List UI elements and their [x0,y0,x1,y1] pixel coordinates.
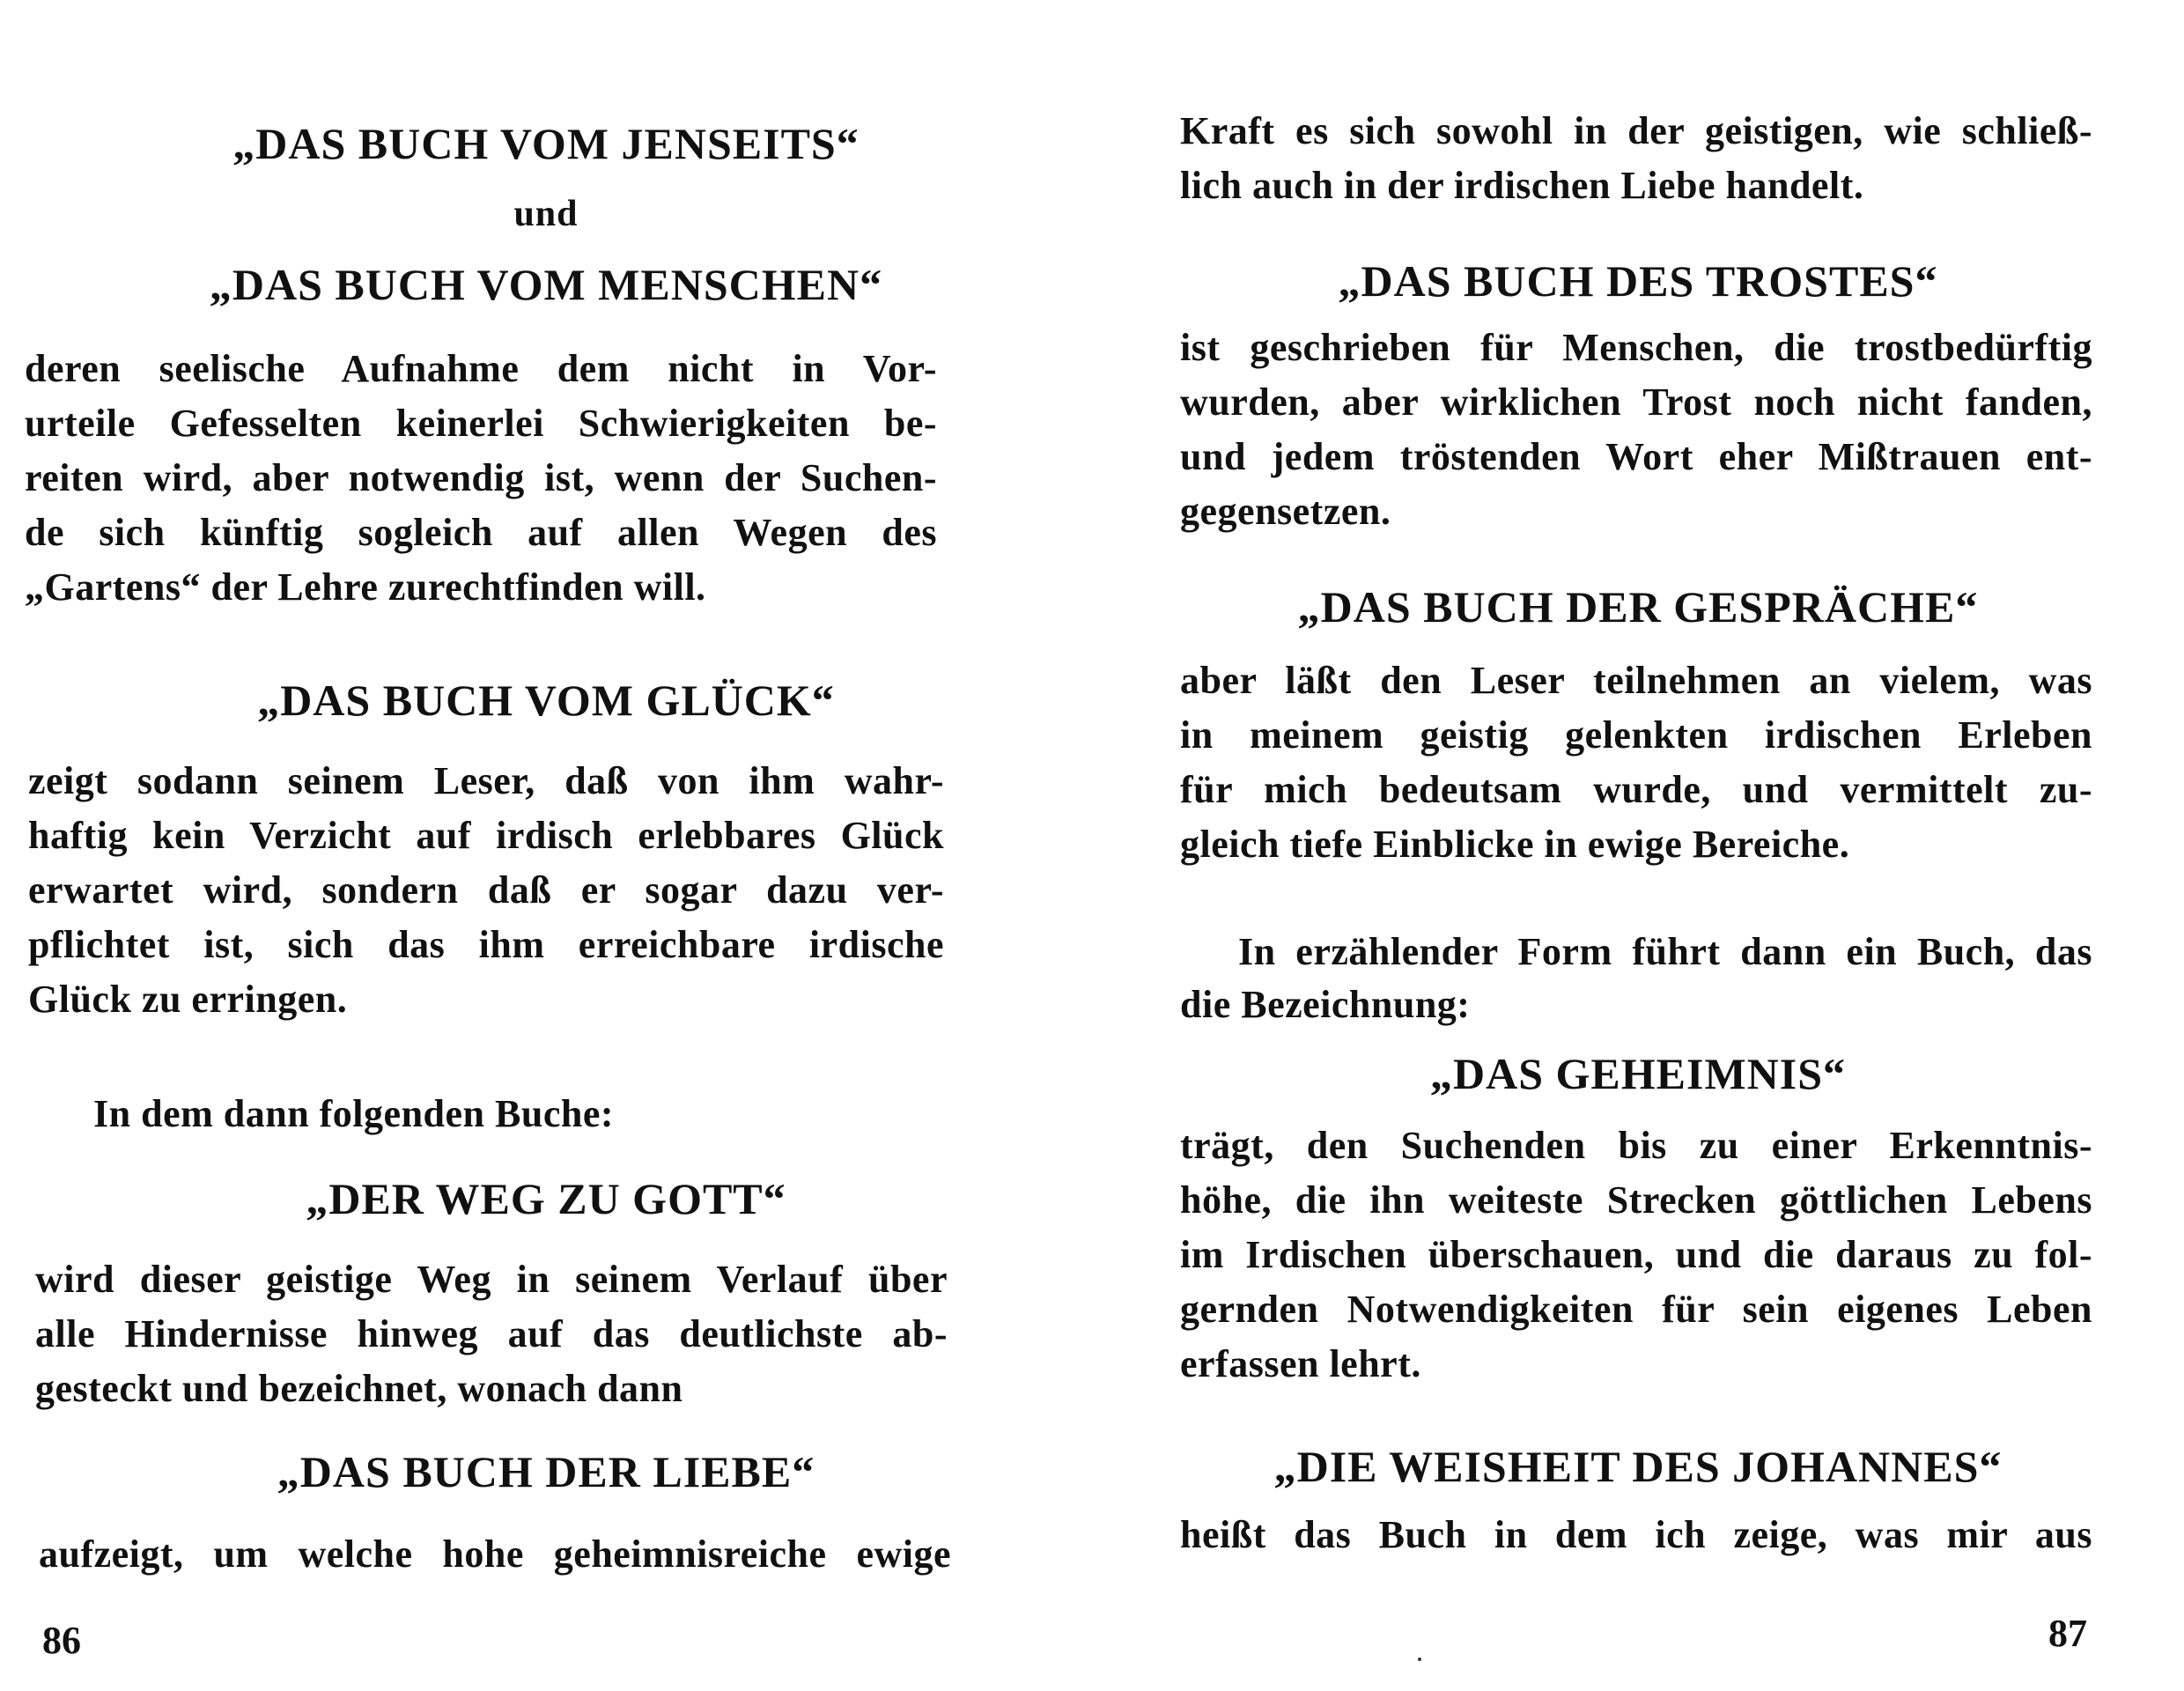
body-line: haftig kein Verzicht auf irdisch erlebbares Glück [28,814,944,857]
body-line: wird dieser geistige Weg in seinem Verlauf über [35,1258,948,1301]
body-line: trägt, den Suchenden bis zu einer Erkenntnis- [1180,1124,2092,1167]
heading-das-geheimnis: „DAS GEHEIMNIS“ [1429,1049,1847,1098]
body-line: gernden Notwendigkeiten für sein eigenes Leben [1180,1288,2092,1331]
body-line: im Irdischen überschauen, und die daraus zu fol- [1180,1233,2092,1276]
print-speck [1418,1658,1421,1661]
body-line: aber läßt den Leser teilnehmen an vielem, was [1180,659,2092,702]
body-line: zeigt sodann seinem Leser, daß von ihm wahr- [28,759,944,802]
heading-der-weg-zu-gott: „DER WEG ZU GOTT“ [306,1174,786,1223]
heading-das-buch-der-liebe: „DAS BUCH DER LIEBE“ [277,1447,815,1496]
body-line: In erzählender Form führt dann ein Buch, das [1238,930,2092,973]
body-line: ist geschrieben für Menschen, die trostbedürftig [1180,326,2092,369]
body-line: die Bezeichnung: [1180,983,1471,1026]
body-line: in meinem geistig gelenkten irdischen Erleben [1180,713,2092,757]
body-line: heißt das Buch in dem ich zeige, was mir aus [1180,1513,2092,1556]
body-line: Kraft es sich sowohl in der geistigen, wie schließ- [1180,109,2092,152]
body-line: deren seelische Aufnahme dem nicht in Vor- [25,347,937,390]
body-line: und jedem tröstenden Wort eher Mißtrauen ent- [1180,435,2092,478]
heading-das-buch-der-gespraeche: „DAS BUCH DER GESPRÄCHE“ [1297,582,1979,631]
body-line: gleich tiefe Einblicke in ewige Bereiche. [1180,823,1850,866]
body-line: reiten wird, aber notwendig ist, wenn der Suchen- [25,456,937,499]
body-line: urteile Gefesselten keinerlei Schwierigkeiten be- [25,402,937,445]
body-line: wurden, aber wirklichen Trost noch nicht fanden, [1180,380,2092,424]
heading-das-buch-vom-menschen: „DAS BUCH VOM MENSCHEN“ [209,260,883,309]
body-line: aufzeigt, um welche hohe geheimnisreiche ewige [39,1532,951,1576]
body-line: für mich bedeutsam wurde, und vermittelt zu- [1180,768,2092,811]
body-line: Glück zu erringen. [28,978,348,1021]
body-line: gegensetzen. [1180,490,1391,533]
body-line: pflichtet ist, sich das ihm erreichbare irdische [28,923,944,966]
heading-das-buch-des-trostes: „DAS BUCH DES TROSTES“ [1338,256,1938,306]
heading-das-buch-vom-glueck: „DAS BUCH VOM GLÜCK“ [257,676,835,725]
page-number: 87 [2048,1612,2087,1655]
body-line: gesteckt und bezeichnet, wonach dann [35,1367,683,1410]
heading-das-buch-vom-jenseits: „DAS BUCH VOM JENSEITS“ [232,119,860,168]
body-line: de sich künftig sogleich auf allen Wegen des [25,511,937,554]
body-line: „Gartens“ der Lehre zurechtfinden will. [25,565,706,609]
right-page [1092,0,2184,1691]
body-line: erfassen lehrt. [1180,1342,1421,1385]
body-line: erwartet wird, sondern daß er sogar dazu ver- [28,868,944,912]
connector-und: und [513,194,579,234]
heading-die-weisheit-des-johannes: „DIE WEISHEIT DES JOHANNES“ [1273,1442,2003,1491]
body-line: alle Hindernisse hinweg auf das deutlichste ab- [35,1312,948,1355]
body-line: In dem dann folgenden Buche: [93,1092,615,1135]
page-number: 86 [42,1619,81,1662]
body-line: lich auch in der irdischen Liebe handelt. [1180,164,1864,207]
body-line: höhe, die ihn weiteste Strecken göttlichen Lebens [1180,1178,2092,1222]
